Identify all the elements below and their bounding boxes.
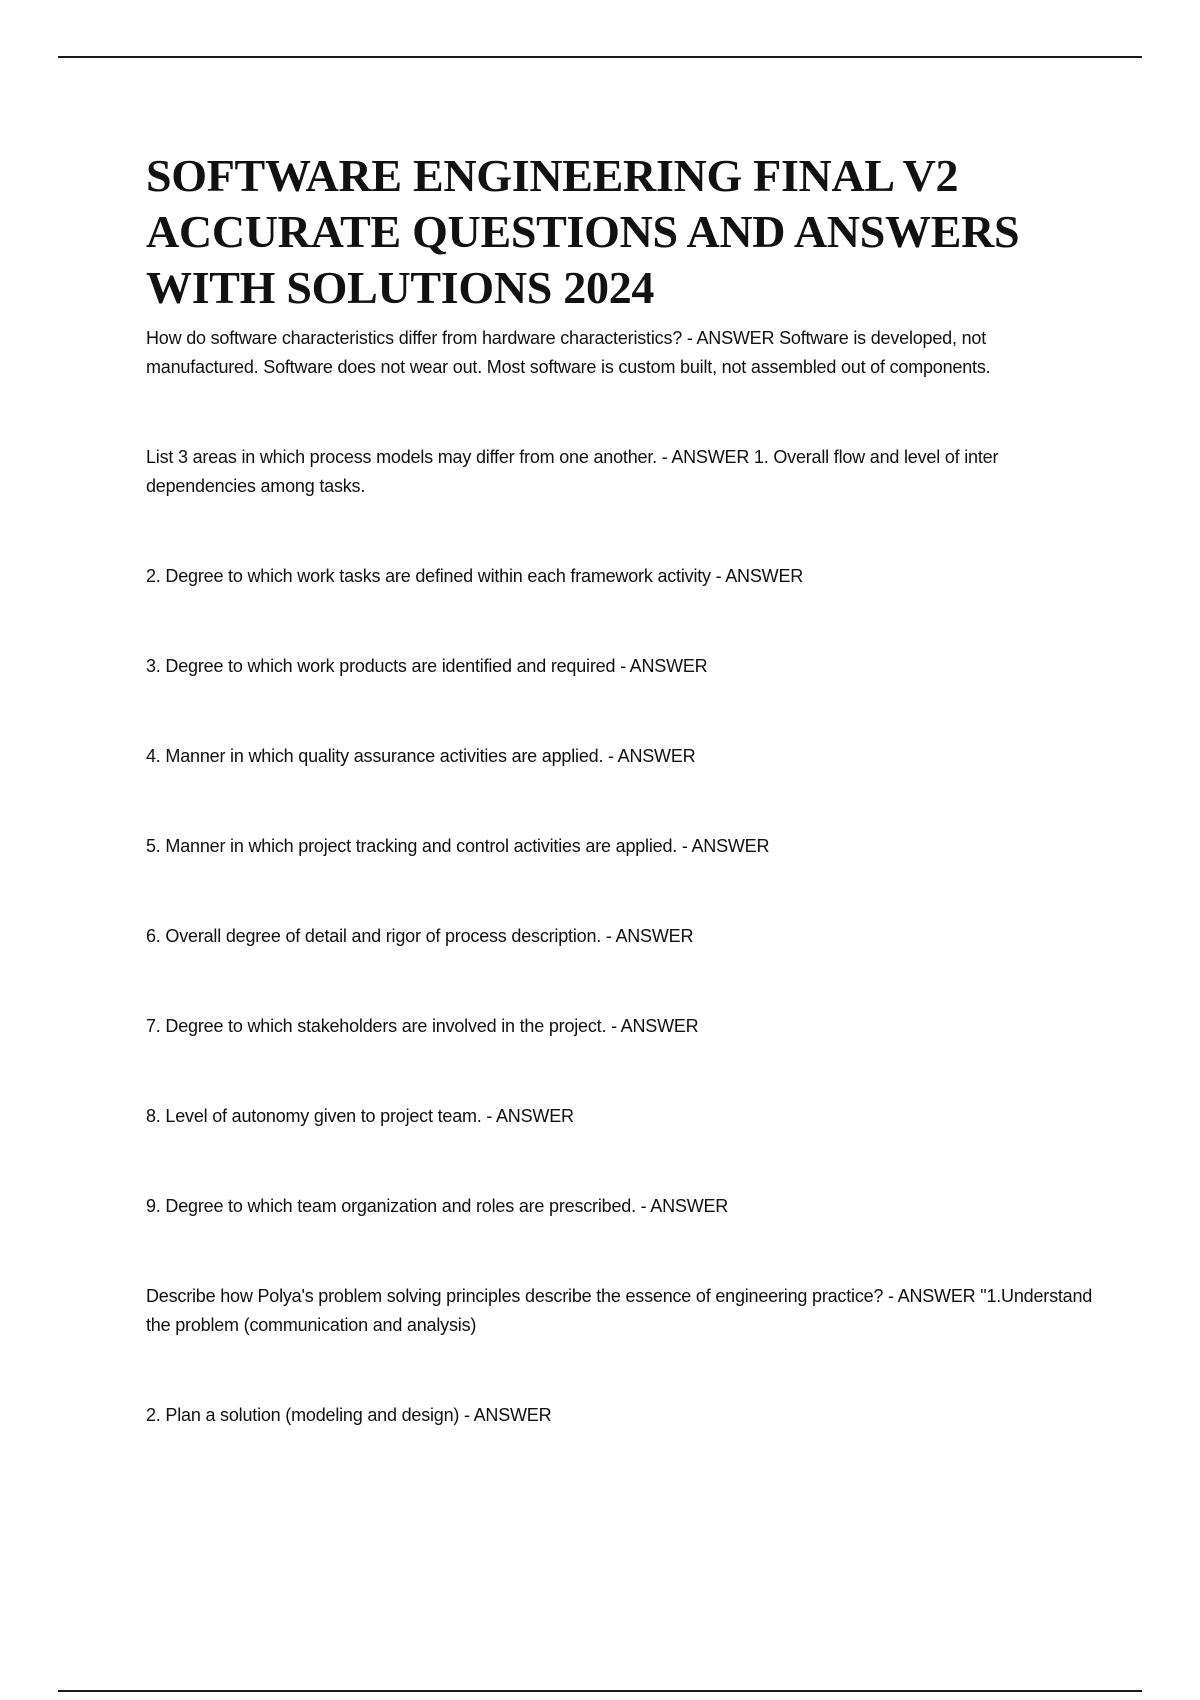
qa-entry-8: 7. Degree to which stakeholders are involved in the project. - ANSWER: [146, 1016, 699, 1036]
qa-entry-2: List 3 areas in which process models may differ from one another. - ANSWER 1. Overall flow and level of inter dependencies among tasks.: [146, 447, 999, 496]
qa-entry-7: 6. Overall degree of detail and rigor of process description. - ANSWER: [146, 926, 694, 946]
qa-entry-9: 8. Level of autonomy given to project team. - ANSWER: [146, 1106, 574, 1126]
qa-entry-4: 3. Degree to which work products are identified and required - ANSWER: [146, 656, 708, 676]
qa-entry-3: 2. Degree to which work tasks are defined within each framework activity - ANSWER: [146, 566, 804, 586]
qa-entry-11: Describe how Polya's problem solving principles describe the essence of engineering practice? - ANSWER "1.Understand the problem (communication and analysis): [146, 1286, 1093, 1335]
qa-entry-10: 9. Degree to which team organization and roles are prescribed. - ANSWER: [146, 1196, 729, 1216]
top-rule: [58, 56, 1142, 58]
qa-entry-1: How do software characteristics differ from hardware characteristics? - ANSWER Software is developed, not manufactured. Software does not wear out. Most software is custom built, not assembled out of components.: [146, 328, 991, 377]
qa-entry-12: 2. Plan a solution (modeling and design) - ANSWER: [146, 1405, 552, 1425]
document-title: SOFTWARE ENGINEERING FINAL V2 ACCURATE QUESTIONS AND ANSWERS WITH SOLUTIONS 2024: [146, 150, 1020, 313]
bottom-rule: [58, 1690, 1142, 1692]
qa-entry-6: 5. Manner in which project tracking and control activities are applied. - ANSWER: [146, 836, 770, 856]
qa-entry-5: 4. Manner in which quality assurance activities are applied. - ANSWER: [146, 746, 696, 766]
page-content: [146, 148, 1096, 1430]
